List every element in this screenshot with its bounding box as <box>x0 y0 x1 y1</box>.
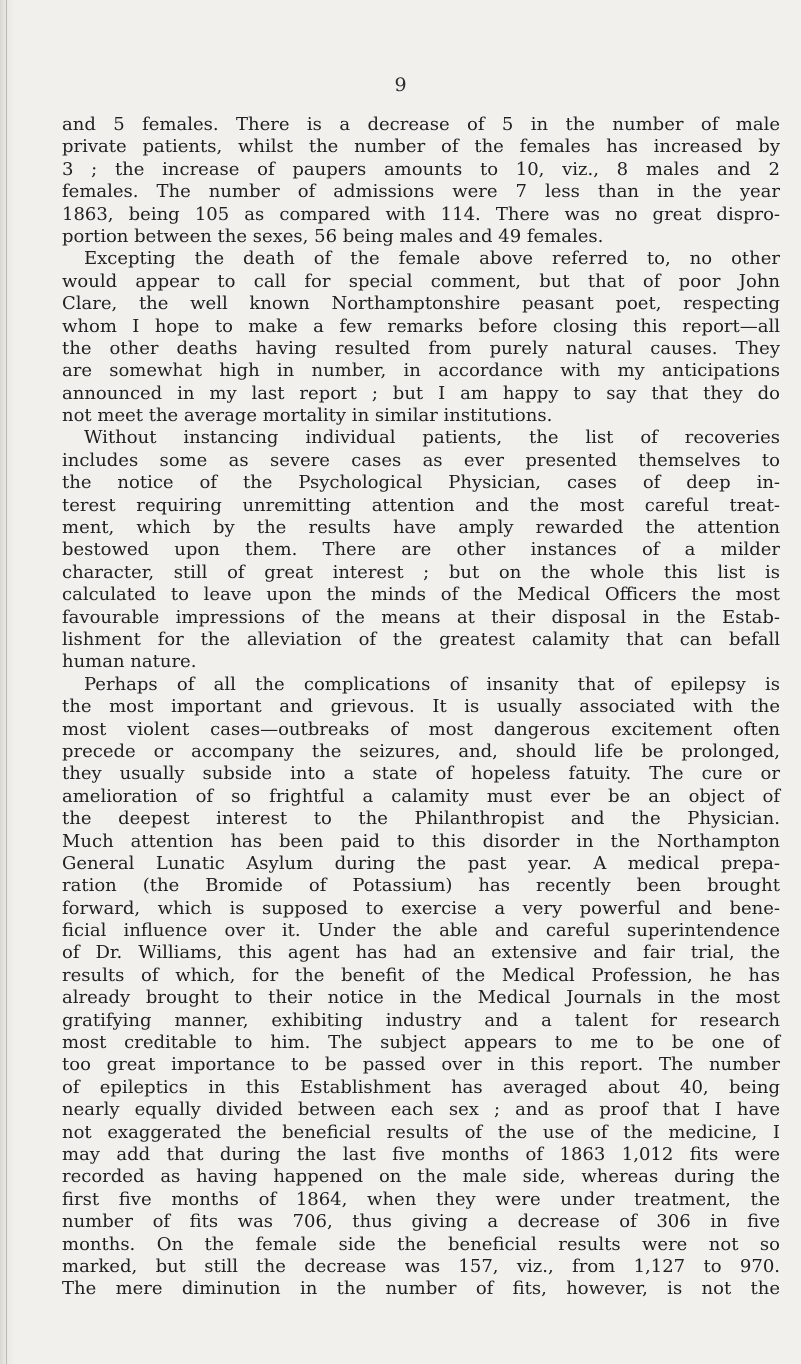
text-line: months. On the female side the beneficial results were not so <box>62 1233 780 1255</box>
text-line: Without instancing individual patients, the list of recoveries <box>84 427 780 449</box>
text-line: may add that during the last five months of 1863 1,012 fits were <box>62 1143 780 1165</box>
text-line: amelioration of so frightful a calamity must ever be an object of <box>62 785 780 807</box>
text-line: The mere diminution in the number of fits, however, is not the <box>62 1278 780 1300</box>
text-line: ment, which by the results have amply rewarded the attention <box>62 517 780 539</box>
text-line: nearly equally divided between each sex ; and as proof that I have <box>62 1099 780 1121</box>
text-line: precede or accompany the seizures, and, should life be prolonged, <box>62 740 780 762</box>
text-line: 3 ; the increase of paupers amounts to 10, viz., 8 males and 2 <box>62 158 780 180</box>
text-line: most violent cases—outbreaks of most dangerous excitement often <box>62 718 780 740</box>
text-line: already brought to their notice in the Medical Journals in the most <box>62 987 780 1009</box>
text-line: number of fits was 706, thus giving a decrease of 306 in five <box>62 1211 780 1233</box>
text-line: are somewhat high in number, in accordance with my anticipations <box>62 360 780 382</box>
text-line: Much attention has been paid to this disorder in the Northampton <box>62 830 780 852</box>
text-line: females. The number of admissions were 7 less than in the year <box>62 181 780 203</box>
text-line: announced in my last report ; but I am happy to say that they do <box>62 382 780 404</box>
text-line: ration (the Bromide of Potassium) has recently been brought <box>62 875 780 897</box>
text-line: recorded as having happened on the male side, whereas during the <box>62 1166 780 1188</box>
text-line: portion between the sexes, 56 being males and 49 females. <box>62 225 604 247</box>
text-line: of epileptics in this Establishment has averaged about 40, being <box>62 1076 780 1098</box>
text-line: gratifying manner, exhibiting industry and a talent for research <box>62 1009 780 1031</box>
text-line: 1863, being 105 as compared with 114. There was no great dispro- <box>62 203 780 225</box>
text-line: General Lunatic Asylum during the past year. A medical prepa- <box>62 852 780 874</box>
text-line: lishment for the alleviation of the greatest calamity that can befall <box>62 628 780 650</box>
text-line: Excepting the death of the female above referred to, no other <box>84 248 780 270</box>
text-line: would appear to call for special comment, but that of poor John <box>62 270 780 292</box>
text-line: forward, which is supposed to exercise a very powerful and bene- <box>62 897 780 919</box>
text-line: they usually subside into a state of hopeless fatuity. The cure or <box>62 763 780 785</box>
text-line: not exaggerated the beneficial results of the use of the medicine, I <box>62 1121 780 1143</box>
text-line: the most important and grievous. It is usually associated with the <box>62 696 780 718</box>
text-line: the notice of the Psychological Physician, cases of deep in- <box>62 472 780 494</box>
body-text <box>62 114 780 1301</box>
text-line: includes some as severe cases as ever presented themselves to <box>62 449 780 471</box>
text-line: bestowed upon them. There are other instances of a milder <box>62 539 780 561</box>
text-line: results of which, for the benefit of the Medical Profession, he has <box>62 964 780 986</box>
text-line: whom I hope to make a few remarks before closing this report—all <box>62 315 780 337</box>
text-line: character, still of great interest ; but on the whole this list is <box>62 561 780 583</box>
text-line: marked, but still the decrease was 157, viz., from 1,127 to 970. <box>62 1255 780 1277</box>
text-line: of Dr. Williams, this agent has had an extensive and fair trial, the <box>62 942 780 964</box>
text-line: human nature. <box>62 651 197 673</box>
text-line: ficial influence over it. Under the able and careful superintendence <box>62 920 780 942</box>
text-line: the deepest interest to the Philanthropist and the Physician. <box>62 808 780 830</box>
text-line: Perhaps of all the complications of insanity that of epilepsy is <box>84 673 780 695</box>
text-line: Clare, the well known Northamptonshire peasant poet, respecting <box>62 293 780 315</box>
text-line: not meet the average mortality in similar institutions. <box>62 405 553 427</box>
text-line: the other deaths having resulted from purely natural causes. They <box>62 337 780 359</box>
text-line: and 5 females. There is a decrease of 5 in the number of male <box>62 114 780 135</box>
text-line: private patients, whilst the number of the females has increased by <box>62 136 780 158</box>
text-line: calculated to leave upon the minds of the Medical Officers the most <box>62 584 780 606</box>
page-binding-edge <box>0 0 14 1364</box>
text-line: first five months of 1864, when they were under treatment, the <box>62 1188 780 1210</box>
page-number: 9 <box>394 74 407 96</box>
text-line: too great importance to be passed over in this report. The number <box>62 1054 780 1076</box>
text-line: terest requiring unremitting attention and the most careful treat- <box>62 494 780 516</box>
text-line: most creditable to him. The subject appears to me to be one of <box>62 1032 780 1054</box>
text-line: favourable impressions of the means at their disposal in the Estab- <box>62 606 780 628</box>
